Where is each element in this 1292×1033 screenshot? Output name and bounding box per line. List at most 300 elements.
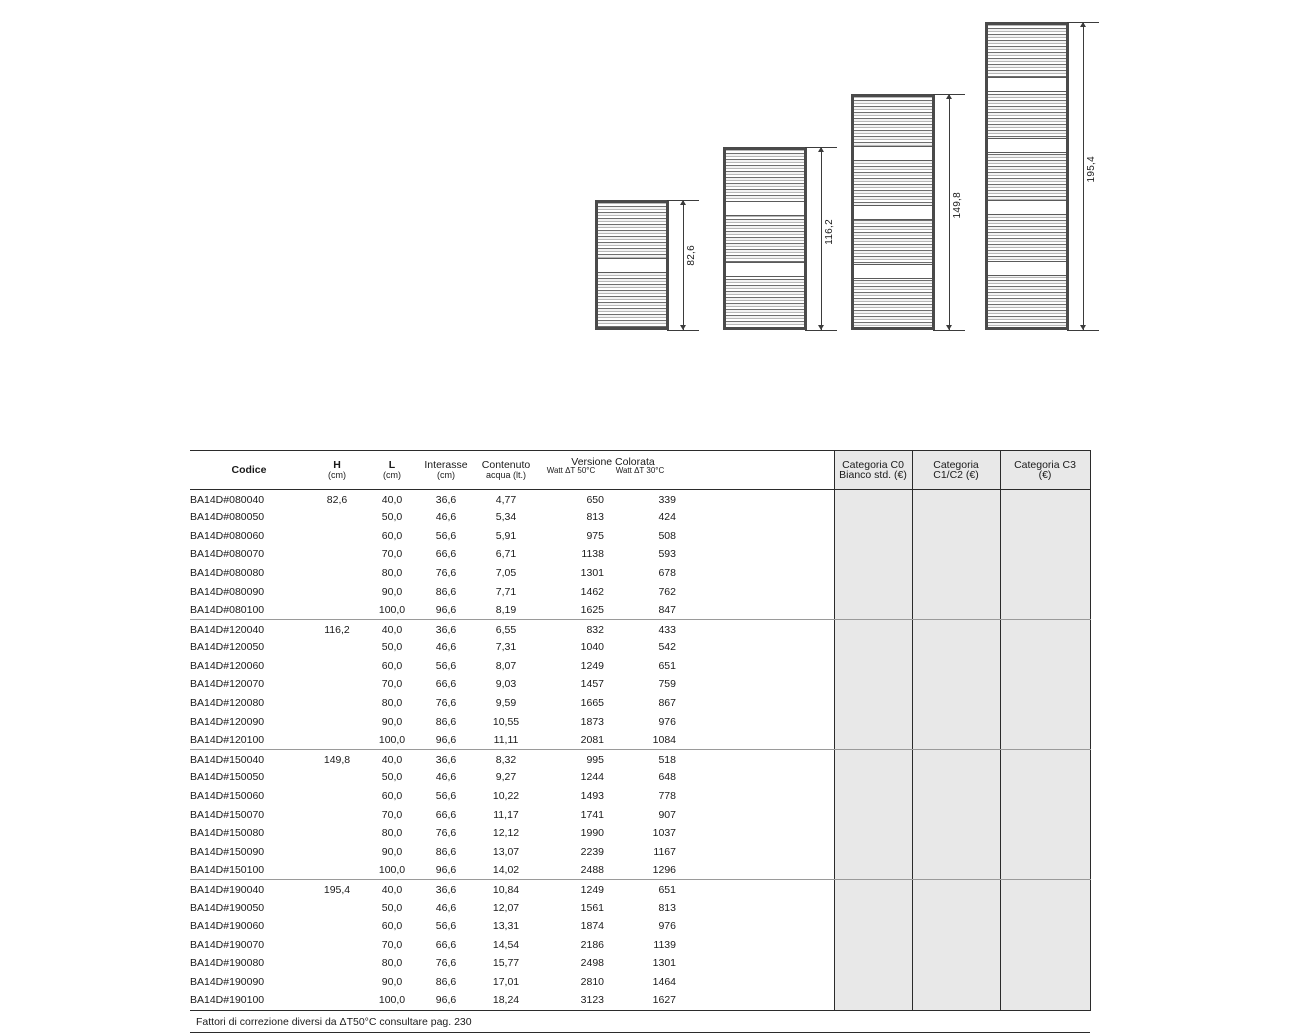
cell-categoria-c0 bbox=[834, 787, 912, 806]
cell-codice: BA14D#150090 bbox=[190, 845, 265, 858]
cell-watt-dt50: 813 bbox=[586, 511, 604, 524]
cell-categoria-c0 bbox=[834, 806, 912, 825]
cell-categoria-c3 bbox=[1000, 545, 1090, 564]
cell-watt-dt50: 1741 bbox=[580, 808, 604, 821]
cell-codice: BA14D#150040 bbox=[190, 754, 265, 767]
cell-contenuto-acqua: 7,31 bbox=[495, 641, 517, 654]
cell-watt-dt50: 832 bbox=[586, 623, 604, 636]
cell-watt-dt30: 1167 bbox=[653, 845, 676, 858]
table-row bbox=[190, 768, 1090, 787]
cell-l: 50,0 bbox=[381, 771, 403, 784]
cell-watt-dt50: 1873 bbox=[580, 715, 604, 728]
table-row bbox=[190, 713, 1090, 732]
cell-contenuto-acqua: 11,17 bbox=[493, 808, 519, 821]
cell-categoria-c0 bbox=[834, 824, 912, 843]
cell-categoria-c0 bbox=[834, 917, 912, 936]
cell-contenuto-acqua: 14,54 bbox=[492, 938, 520, 951]
cell-spacer bbox=[676, 582, 834, 601]
table-row bbox=[190, 861, 1090, 880]
cell-interasse: 46,6 bbox=[435, 771, 457, 784]
cell-interasse: 86,6 bbox=[435, 585, 457, 598]
footer-note: Fattori di correzione diversi da ΔT50°C consultare pag. 230 bbox=[190, 1011, 1090, 1033]
cell-contenuto-acqua: 12,12 bbox=[492, 827, 520, 840]
cell-contenuto-acqua: 13,07 bbox=[492, 845, 520, 858]
cell-codice: BA14D#150100 bbox=[190, 861, 308, 880]
cell-categoria-c0 bbox=[834, 508, 912, 527]
cell-watt-dt30: 651 bbox=[658, 659, 676, 672]
dimension-tick bbox=[1067, 330, 1099, 331]
cell-watt-dt30: 1301 bbox=[652, 957, 676, 970]
cell-categoria-c3 bbox=[1000, 992, 1090, 1011]
cell-categoria-c1c2 bbox=[912, 750, 1000, 769]
radiator-top-cap bbox=[595, 200, 669, 203]
cell-categoria-c0 bbox=[834, 731, 912, 750]
header-spacer bbox=[676, 451, 834, 490]
cell-watt-dt30: 867 bbox=[658, 697, 676, 710]
cell-watt-dt50: 1249 bbox=[580, 659, 604, 672]
cell-categoria-c3 bbox=[1000, 713, 1090, 732]
table-body bbox=[190, 490, 1090, 1011]
cell-codice: BA14D#080050 bbox=[190, 511, 265, 524]
dimension-tick bbox=[933, 330, 965, 331]
table-row bbox=[190, 694, 1090, 713]
cell-h bbox=[308, 787, 366, 806]
radiator-top-cap bbox=[985, 22, 1069, 25]
cell-contenuto-acqua: 4,77 bbox=[495, 493, 517, 506]
radiator-illustration bbox=[851, 94, 935, 330]
cell-categoria-c3 bbox=[1000, 490, 1090, 509]
cell-l: 90,0 bbox=[381, 585, 403, 598]
cell-watt-dt50: 1457 bbox=[580, 678, 604, 691]
header-watt-dt50: Watt ΔT 50°C bbox=[538, 451, 604, 490]
cell-h bbox=[308, 601, 366, 620]
header-categoria-c1c2: Categoria C1/C2 (€) bbox=[912, 451, 1000, 490]
cell-categoria-c3 bbox=[1000, 508, 1090, 527]
cell-interasse: 76,6 bbox=[435, 566, 457, 579]
cell-categoria-c1c2 bbox=[912, 713, 1000, 732]
table-row bbox=[190, 601, 1090, 620]
cell-h bbox=[308, 806, 366, 825]
cell-contenuto-acqua: 8,32 bbox=[495, 754, 517, 767]
cell-codice: BA14D#190090 bbox=[190, 975, 265, 988]
header-categoria-c3: Categoria C3 (€) bbox=[1000, 451, 1090, 490]
cell-h bbox=[308, 675, 366, 694]
cell-categoria-c3 bbox=[1000, 954, 1090, 973]
cell-categoria-c3 bbox=[1000, 787, 1090, 806]
cell-watt-dt30: 976 bbox=[658, 715, 676, 728]
cell-categoria-c3 bbox=[1000, 620, 1090, 639]
cell-interasse: 36,6 bbox=[435, 623, 457, 636]
cell-spacer bbox=[676, 731, 834, 750]
cell-h bbox=[308, 768, 366, 787]
cell-interasse: 36,6 bbox=[435, 493, 457, 506]
dimension-line bbox=[1083, 22, 1084, 330]
cell-watt-dt50: 1462 bbox=[580, 585, 604, 598]
product-dimension-drawing bbox=[0, 0, 1292, 430]
cell-categoria-c1c2 bbox=[912, 731, 1000, 750]
cell-categoria-c0 bbox=[834, 899, 912, 918]
cell-codice: BA14D#120100 bbox=[190, 731, 308, 750]
cell-watt-dt30: 1627 bbox=[604, 992, 676, 1011]
cell-h bbox=[308, 917, 366, 936]
cell-h bbox=[308, 694, 366, 713]
cell-codice: BA14D#190050 bbox=[190, 901, 265, 914]
cell-watt-dt50: 1493 bbox=[580, 790, 604, 803]
header-interasse: Interasse (cm) bbox=[418, 451, 474, 490]
cell-spacer bbox=[676, 954, 834, 973]
cell-interasse: 86,6 bbox=[435, 975, 457, 988]
cell-categoria-c0 bbox=[834, 694, 912, 713]
cell-l: 100,0 bbox=[366, 992, 418, 1011]
cell-l: 50,0 bbox=[381, 901, 403, 914]
cell-spacer bbox=[676, 973, 834, 992]
cell-watt-dt50: 2498 bbox=[580, 957, 604, 970]
cell-l: 40,0 bbox=[381, 754, 403, 767]
header-versione-colorata: Versione Colorata bbox=[571, 456, 655, 468]
cell-watt-dt50: 1561 bbox=[580, 901, 604, 914]
cell-spacer bbox=[676, 806, 834, 825]
dimension-tick bbox=[805, 330, 837, 331]
cell-watt-dt50: 1874 bbox=[580, 920, 604, 933]
radiator-bottom-cap bbox=[851, 327, 935, 330]
cell-contenuto-acqua: 10,84 bbox=[492, 884, 520, 897]
cell-contenuto-acqua: 10,22 bbox=[492, 790, 520, 803]
cell-categoria-c1c2 bbox=[912, 936, 1000, 955]
radiator-bottom-cap bbox=[985, 327, 1069, 330]
radiator-rails bbox=[985, 22, 1069, 330]
cell-h bbox=[308, 899, 366, 918]
cell-l: 70,0 bbox=[381, 548, 403, 561]
cell-h: 82,6 bbox=[326, 493, 348, 506]
cell-categoria-c0 bbox=[834, 936, 912, 955]
cell-h: 116,2 bbox=[324, 623, 350, 636]
cell-watt-dt50: 2239 bbox=[580, 845, 604, 858]
cell-categoria-c0 bbox=[834, 973, 912, 992]
cell-categoria-c1c2 bbox=[912, 657, 1000, 676]
cell-watt-dt50: 1244 bbox=[580, 771, 604, 784]
specification-table-container bbox=[190, 450, 1090, 1033]
dimension-arrow bbox=[1080, 325, 1086, 330]
radiator-bottom-cap bbox=[723, 327, 807, 330]
cell-categoria-c0 bbox=[834, 490, 912, 509]
cell-spacer bbox=[676, 843, 834, 862]
cell-categoria-c1c2 bbox=[912, 787, 1000, 806]
cell-interasse: 46,6 bbox=[435, 901, 457, 914]
cell-categoria-c1c2 bbox=[912, 508, 1000, 527]
table-row bbox=[190, 564, 1090, 583]
radiator-towel-gap bbox=[988, 138, 1066, 153]
radiator-towel-gap bbox=[988, 261, 1066, 276]
radiator-towel-gap bbox=[854, 205, 932, 220]
cell-contenuto-acqua: 9,03 bbox=[495, 678, 517, 691]
dimension-arrow bbox=[680, 325, 686, 330]
cell-contenuto-acqua: 10,55 bbox=[492, 715, 520, 728]
cell-l: 80,0 bbox=[381, 697, 403, 710]
radiator-top-cap bbox=[851, 94, 935, 97]
radiator-rails bbox=[723, 147, 807, 330]
cell-spacer bbox=[676, 527, 834, 546]
cell-watt-dt50: 3123 bbox=[538, 992, 604, 1011]
cell-spacer bbox=[676, 992, 834, 1011]
table-row bbox=[190, 638, 1090, 657]
cell-categoria-c0 bbox=[834, 638, 912, 657]
cell-categoria-c1c2 bbox=[912, 954, 1000, 973]
radiator-towel-gap bbox=[854, 146, 932, 161]
cell-l: 60,0 bbox=[381, 529, 403, 542]
cell-codice: BA14D#080070 bbox=[190, 548, 265, 561]
cell-contenuto-acqua: 5,34 bbox=[495, 511, 517, 524]
cell-watt-dt50: 1040 bbox=[580, 641, 604, 654]
table-row bbox=[190, 973, 1090, 992]
cell-categoria-c0 bbox=[834, 620, 912, 639]
cell-spacer bbox=[676, 675, 834, 694]
cell-categoria-c1c2 bbox=[912, 694, 1000, 713]
cell-interasse: 76,6 bbox=[435, 827, 457, 840]
cell-l: 60,0 bbox=[381, 790, 403, 803]
dimension-arrow bbox=[946, 325, 952, 330]
cell-l: 40,0 bbox=[381, 623, 403, 636]
cell-interasse: 56,6 bbox=[435, 529, 457, 542]
dimension-line bbox=[683, 200, 684, 330]
cell-spacer bbox=[676, 917, 834, 936]
table-row bbox=[190, 657, 1090, 676]
cell-codice: BA14D#190040 bbox=[190, 884, 265, 897]
cell-watt-dt30: 778 bbox=[658, 790, 676, 803]
header-categoria-c0: Categoria C0 Bianco std. (€) bbox=[834, 451, 912, 490]
cell-h: 149,8 bbox=[323, 754, 351, 767]
radiator-towel-gap bbox=[988, 200, 1066, 215]
radiator-bottom-cap bbox=[595, 327, 669, 330]
dimension-arrow bbox=[680, 200, 686, 205]
dimension-arrow bbox=[946, 94, 952, 99]
cell-l: 90,0 bbox=[381, 715, 403, 728]
cell-codice: BA14D#120060 bbox=[190, 659, 265, 672]
cell-l: 50,0 bbox=[381, 511, 403, 524]
cell-watt-dt30: 593 bbox=[658, 548, 676, 561]
dimension-label-height: 82,6 bbox=[686, 245, 697, 266]
cell-categoria-c0 bbox=[834, 657, 912, 676]
cell-categoria-c1c2 bbox=[912, 601, 1000, 620]
cell-h bbox=[308, 824, 366, 843]
cell-contenuto-acqua: 6,55 bbox=[495, 623, 517, 636]
cell-categoria-c0 bbox=[834, 545, 912, 564]
dimension-label-height: 195,4 bbox=[1086, 156, 1097, 183]
cell-watt-dt30: 339 bbox=[658, 493, 676, 506]
cell-watt-dt30: 651 bbox=[658, 884, 676, 897]
table-row bbox=[190, 582, 1090, 601]
cell-categoria-c3 bbox=[1000, 768, 1090, 787]
cell-codice: BA14D#190100 bbox=[190, 992, 308, 1011]
table-row bbox=[190, 843, 1090, 862]
cell-contenuto-acqua: 11,11 bbox=[474, 731, 538, 750]
cell-watt-dt30: 648 bbox=[658, 771, 676, 784]
cell-categoria-c3 bbox=[1000, 564, 1090, 583]
cell-contenuto-acqua: 9,59 bbox=[495, 697, 517, 710]
cell-h bbox=[308, 973, 366, 992]
dimension-line bbox=[821, 147, 822, 330]
cell-categoria-c1c2 bbox=[912, 545, 1000, 564]
cell-interasse: 36,6 bbox=[435, 754, 457, 767]
cell-h bbox=[308, 936, 366, 955]
cell-spacer bbox=[676, 490, 834, 509]
cell-l: 60,0 bbox=[381, 920, 403, 933]
cell-codice: BA14D#150080 bbox=[190, 827, 265, 840]
cell-watt-dt50: 995 bbox=[586, 754, 604, 767]
cell-categoria-c1c2 bbox=[912, 638, 1000, 657]
cell-watt-dt30: 1296 bbox=[604, 861, 676, 880]
cell-interasse: 46,6 bbox=[435, 641, 457, 654]
radiator-towel-gap bbox=[598, 258, 666, 273]
cell-categoria-c0 bbox=[834, 564, 912, 583]
table-row bbox=[190, 917, 1090, 936]
cell-contenuto-acqua: 7,05 bbox=[495, 566, 517, 579]
radiator-towel-gap bbox=[988, 77, 1066, 92]
dimension-tick bbox=[667, 330, 699, 331]
cell-codice: BA14D#120080 bbox=[190, 697, 265, 710]
cell-categoria-c3 bbox=[1000, 694, 1090, 713]
dimension-line bbox=[949, 94, 950, 330]
cell-categoria-c0 bbox=[834, 527, 912, 546]
cell-watt-dt50: 1990 bbox=[580, 827, 604, 840]
table-row bbox=[190, 824, 1090, 843]
cell-categoria-c1c2 bbox=[912, 824, 1000, 843]
cell-interasse: 96,6 bbox=[418, 992, 474, 1011]
cell-categoria-c3 bbox=[1000, 973, 1090, 992]
cell-contenuto-acqua: 12,07 bbox=[492, 901, 520, 914]
cell-h bbox=[308, 954, 366, 973]
cell-categoria-c3 bbox=[1000, 657, 1090, 676]
cell-spacer bbox=[676, 545, 834, 564]
cell-categoria-c1c2 bbox=[912, 973, 1000, 992]
header-watt-dt30: Watt ΔT 30°C bbox=[604, 451, 676, 490]
cell-contenuto-acqua: 8,19 bbox=[474, 601, 538, 620]
cell-interasse: 66,6 bbox=[435, 548, 457, 561]
cell-interasse: 96,6 bbox=[418, 601, 474, 620]
radiator-illustration bbox=[723, 147, 807, 330]
cell-spacer bbox=[676, 787, 834, 806]
cell-categoria-c0 bbox=[834, 675, 912, 694]
cell-spacer bbox=[676, 880, 834, 899]
cell-categoria-c3 bbox=[1000, 824, 1090, 843]
cell-codice: BA14D#190060 bbox=[190, 920, 265, 933]
cell-categoria-c3 bbox=[1000, 806, 1090, 825]
cell-watt-dt30: 847 bbox=[604, 601, 676, 620]
header-contenuto-acqua: Contenuto acqua (lt.) bbox=[474, 451, 538, 490]
cell-categoria-c0 bbox=[834, 880, 912, 899]
cell-categoria-c3 bbox=[1000, 861, 1090, 880]
cell-categoria-c0 bbox=[834, 768, 912, 787]
dimension-label-height: 149,8 bbox=[952, 192, 963, 219]
radiator-towel-gap bbox=[726, 201, 804, 216]
cell-spacer bbox=[676, 824, 834, 843]
cell-interasse: 86,6 bbox=[435, 715, 457, 728]
cell-contenuto-acqua: 8,07 bbox=[495, 659, 517, 672]
table-row bbox=[190, 675, 1090, 694]
cell-categoria-c3 bbox=[1000, 675, 1090, 694]
cell-categoria-c1c2 bbox=[912, 527, 1000, 546]
cell-watt-dt30: 433 bbox=[658, 623, 676, 636]
cell-categoria-c3 bbox=[1000, 638, 1090, 657]
cell-l: 70,0 bbox=[381, 678, 403, 691]
cell-codice: BA14D#150070 bbox=[190, 808, 265, 821]
cell-contenuto-acqua: 15,77 bbox=[492, 957, 520, 970]
cell-categoria-c1c2 bbox=[912, 861, 1000, 880]
cell-categoria-c0 bbox=[834, 861, 912, 880]
cell-categoria-c1c2 bbox=[912, 768, 1000, 787]
cell-watt-dt30: 1084 bbox=[604, 731, 676, 750]
cell-l: 80,0 bbox=[381, 957, 403, 970]
cell-watt-dt30: 759 bbox=[658, 678, 676, 691]
cell-l: 100,0 bbox=[366, 731, 418, 750]
cell-codice: BA14D#080090 bbox=[190, 585, 265, 598]
cell-codice: BA14D#190070 bbox=[190, 938, 265, 951]
cell-contenuto-acqua: 9,27 bbox=[495, 771, 517, 784]
table-row bbox=[190, 508, 1090, 527]
cell-watt-dt50: 650 bbox=[586, 493, 604, 506]
dimension-arrow bbox=[818, 325, 824, 330]
cell-categoria-c3 bbox=[1000, 936, 1090, 955]
cell-l: 50,0 bbox=[381, 641, 403, 654]
cell-codice: BA14D#120050 bbox=[190, 641, 265, 654]
cell-watt-dt30: 907 bbox=[658, 808, 676, 821]
cell-spacer bbox=[676, 694, 834, 713]
cell-contenuto-acqua: 18,24 bbox=[474, 992, 538, 1011]
cell-interasse: 46,6 bbox=[435, 511, 457, 524]
cell-spacer bbox=[676, 936, 834, 955]
cell-codice: BA14D#080080 bbox=[190, 566, 265, 579]
cell-watt-dt30: 424 bbox=[658, 511, 676, 524]
table-row bbox=[190, 899, 1090, 918]
cell-categoria-c3 bbox=[1000, 917, 1090, 936]
cell-h bbox=[308, 731, 366, 750]
radiator-top-cap bbox=[723, 147, 807, 150]
cell-interasse: 56,6 bbox=[435, 659, 457, 672]
cell-spacer bbox=[676, 768, 834, 787]
cell-codice: BA14D#080060 bbox=[190, 529, 265, 542]
table-row bbox=[190, 750, 1090, 769]
cell-spacer bbox=[676, 601, 834, 620]
table-row bbox=[190, 954, 1090, 973]
specification-table bbox=[190, 450, 1091, 1011]
cell-watt-dt30: 518 bbox=[658, 754, 676, 767]
cell-h bbox=[308, 564, 366, 583]
cell-watt-dt30: 762 bbox=[658, 585, 676, 598]
cell-interasse: 96,6 bbox=[418, 861, 474, 880]
cell-spacer bbox=[676, 638, 834, 657]
cell-l: 90,0 bbox=[381, 845, 403, 858]
cell-codice: BA14D#080040 bbox=[190, 493, 265, 506]
cell-l: 100,0 bbox=[366, 861, 418, 880]
table-row bbox=[190, 992, 1090, 1011]
cell-categoria-c1c2 bbox=[912, 582, 1000, 601]
table-row bbox=[190, 620, 1090, 639]
cell-watt-dt50: 2081 bbox=[538, 731, 604, 750]
table-row bbox=[190, 545, 1090, 564]
cell-interasse: 66,6 bbox=[435, 938, 457, 951]
cell-codice: BA14D#120070 bbox=[190, 678, 265, 691]
cell-interasse: 66,6 bbox=[435, 678, 457, 691]
cell-h bbox=[308, 713, 366, 732]
cell-watt-dt50: 1249 bbox=[580, 884, 604, 897]
cell-watt-dt30: 1037 bbox=[652, 827, 676, 840]
cell-h bbox=[308, 527, 366, 546]
cell-interasse: 76,6 bbox=[435, 697, 457, 710]
cell-watt-dt30: 508 bbox=[658, 529, 676, 542]
cell-codice: BA14D#120040 bbox=[190, 623, 265, 636]
cell-h bbox=[308, 508, 366, 527]
cell-watt-dt50: 2186 bbox=[580, 938, 604, 951]
cell-h bbox=[308, 657, 366, 676]
